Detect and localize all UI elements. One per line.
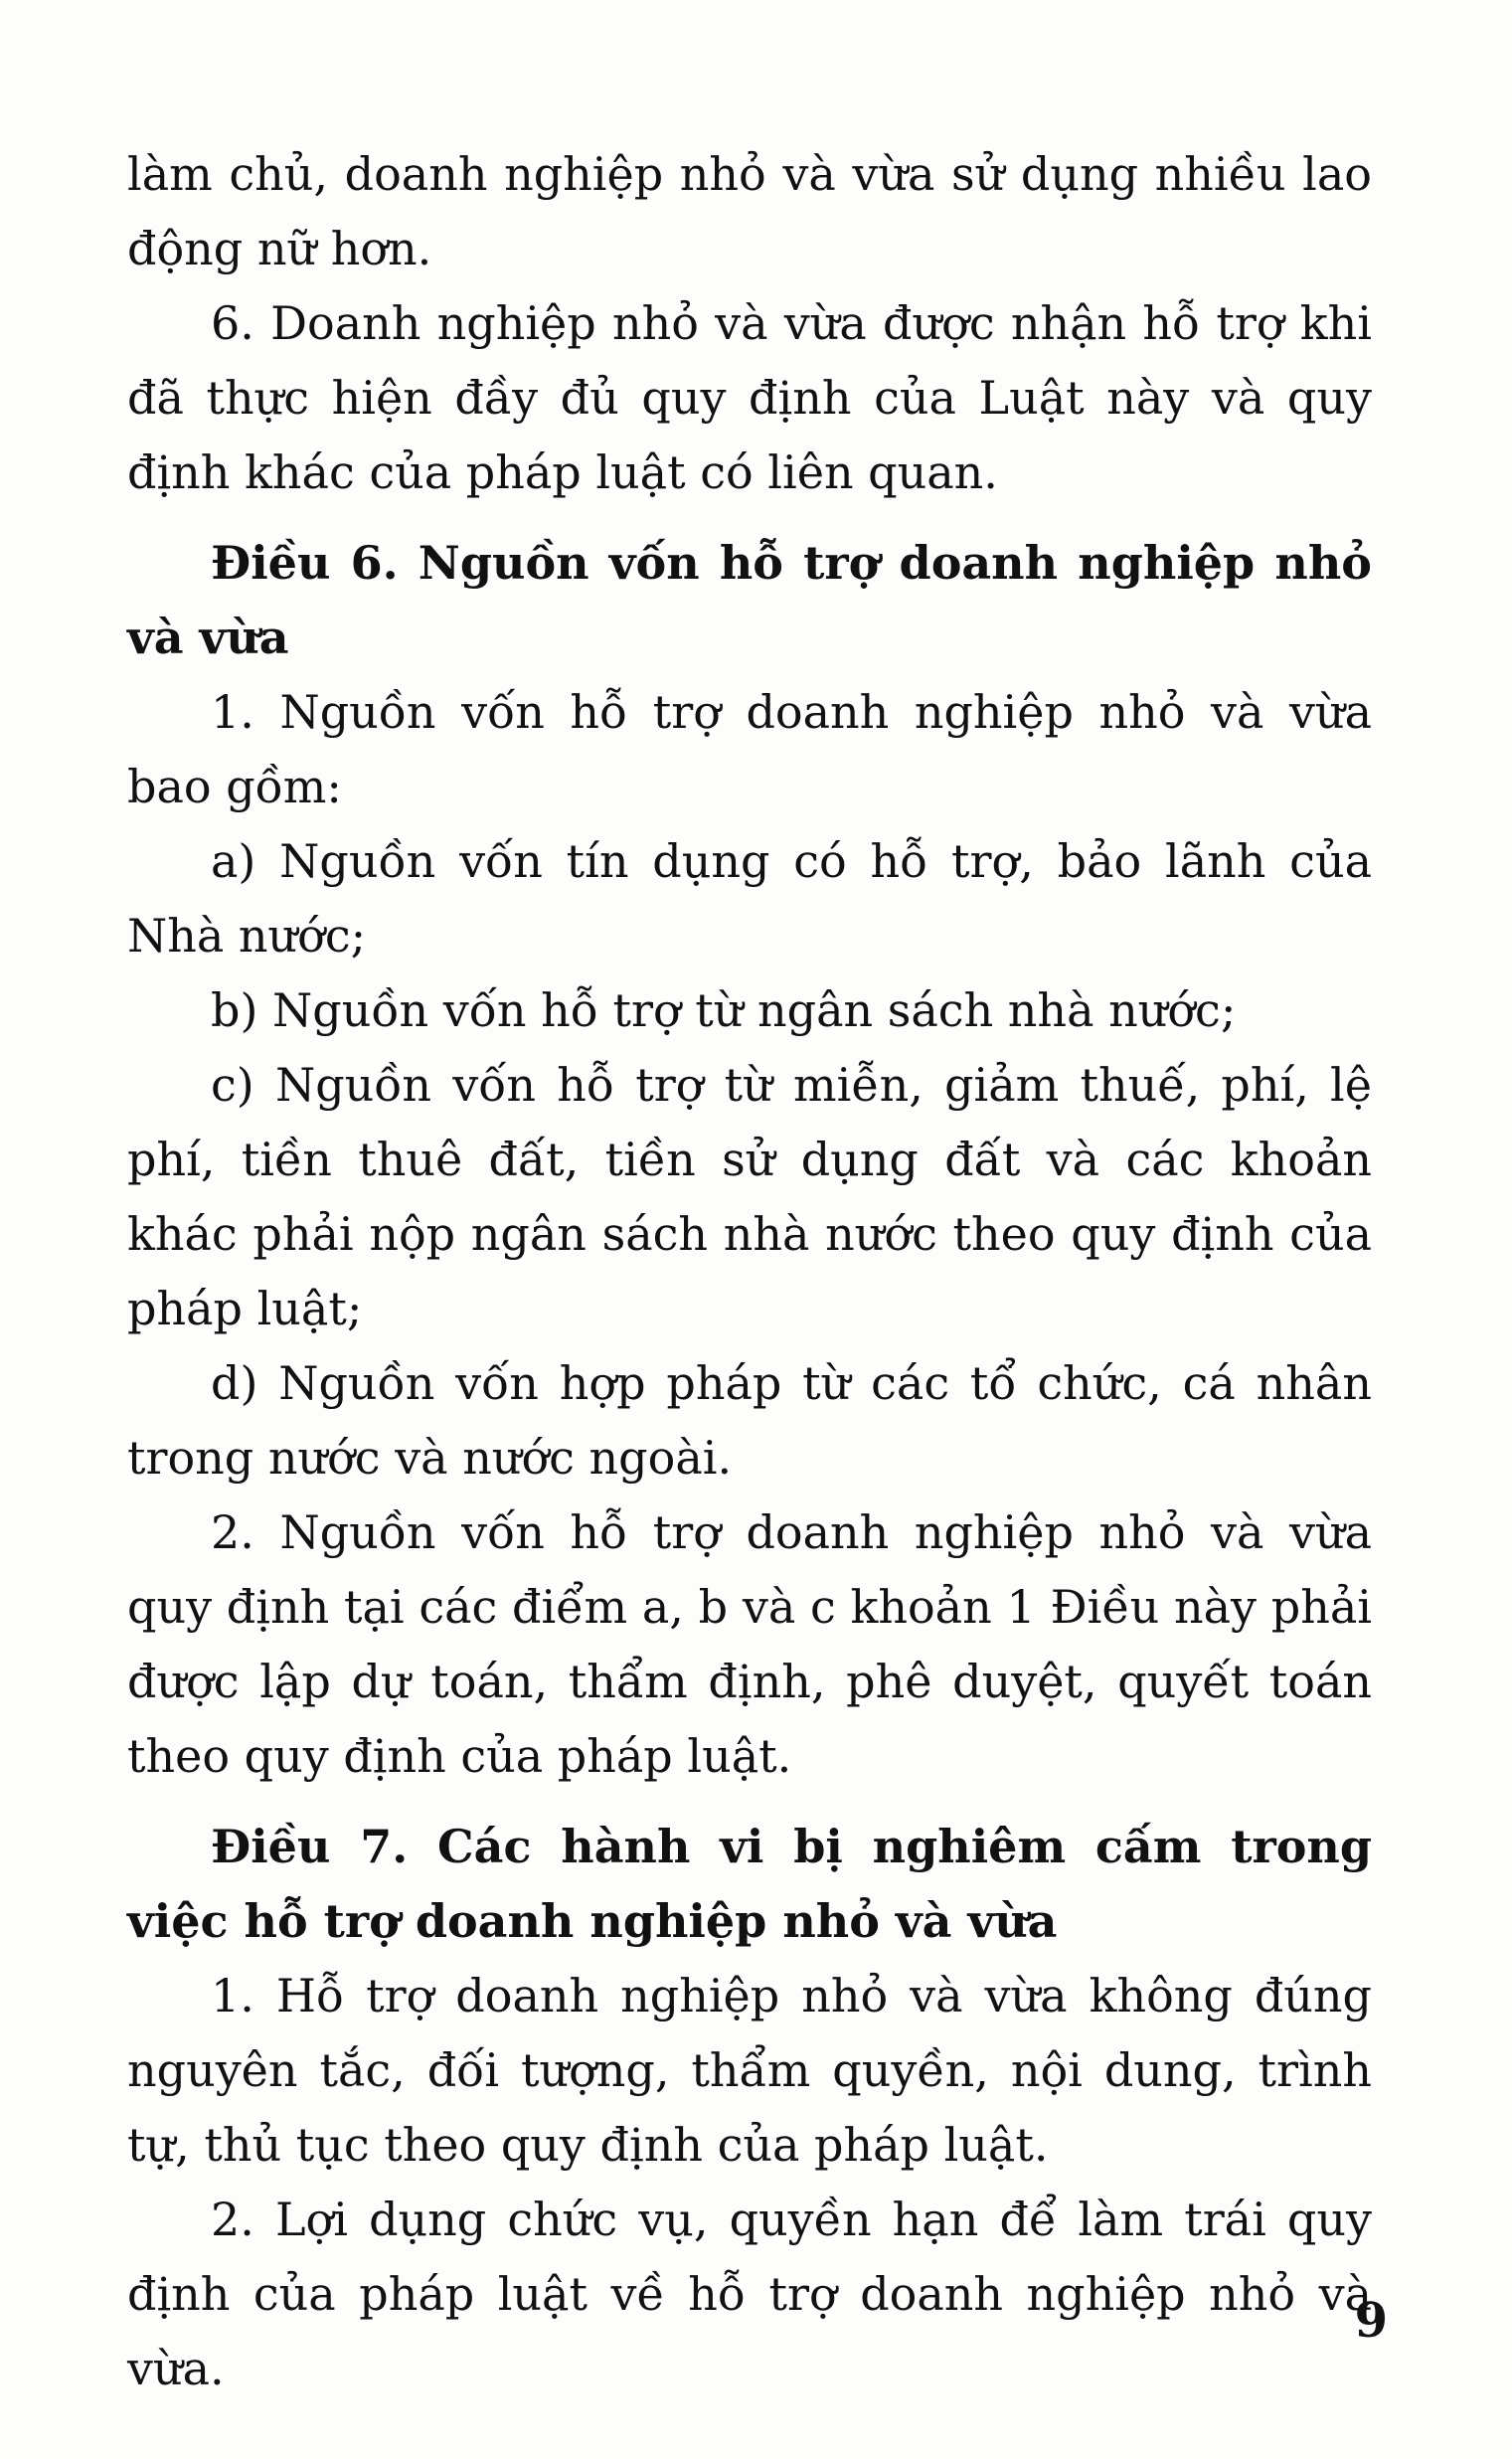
article-7-clause-1: 1. Hỗ trợ doanh nghiệp nhỏ và vừa không đúng nguyên tắc, đối tượng, thẩm quyền, nội dung, trình tự, thủ tục theo quy định của pháp luật. [127, 1969, 1372, 2172]
article-7-heading: Điều 7. Các hành vi bị nghiêm cấm trong việc hỗ trợ doanh nghiệp nhỏ và vừa [127, 1820, 1372, 1948]
article-6-clause-2: 2. Nguồn vốn hỗ trợ doanh nghiệp nhỏ và vừa quy định tại các điểm a, b và c khoản 1 Điều này phải được lập dự toán, thẩm định, phê duyệt, quyết toán theo quy định của pháp luật. [127, 1505, 1372, 1783]
article-6-point-d: d) Nguồn vốn hợp pháp từ các tổ chức, cá nhân trong nước và nước ngoài. [127, 1356, 1372, 1485]
article-6-point-a: a) Nguồn vốn tín dụng có hỗ trợ, bảo lãnh của Nhà nước; [127, 834, 1372, 963]
article-6-point-c: c) Nguồn vốn hỗ trợ từ miễn, giảm thuế, phí, lệ phí, tiền thuê đất, tiền sử dụng đất và các khoản khác phải nộp ngân sách nhà nước theo quy định của pháp luật; [127, 1058, 1372, 1335]
paragraph-continuation: làm chủ, doanh nghiệp nhỏ và vừa sử dụng nhiều lao động nữ hơn. [127, 147, 1372, 275]
article-6-point-b: b) Nguồn vốn hỗ trợ từ ngân sách nhà nước; [211, 983, 1237, 1037]
page-content [127, 137, 1372, 2406]
page-number: 9 [1354, 2293, 1388, 2349]
article-6-clause-1: 1. Nguồn vốn hỗ trợ doanh nghiệp nhỏ và vừa bao gồm: [127, 685, 1372, 813]
article-7-clause-2: 2. Lợi dụng chức vụ, quyền hạn để làm trái quy định của pháp luật về hỗ trợ doanh nghiệp nhỏ và vừa. [127, 2193, 1372, 2395]
article-6-heading: Điều 6. Nguồn vốn hỗ trợ doanh nghiệp nhỏ và vừa [127, 536, 1372, 664]
paragraph-clause-6: 6. Doanh nghiệp nhỏ và vừa được nhận hỗ trợ khi đã thực hiện đầy đủ quy định của Luật này và quy định khác của pháp luật có liên quan. [127, 296, 1372, 499]
